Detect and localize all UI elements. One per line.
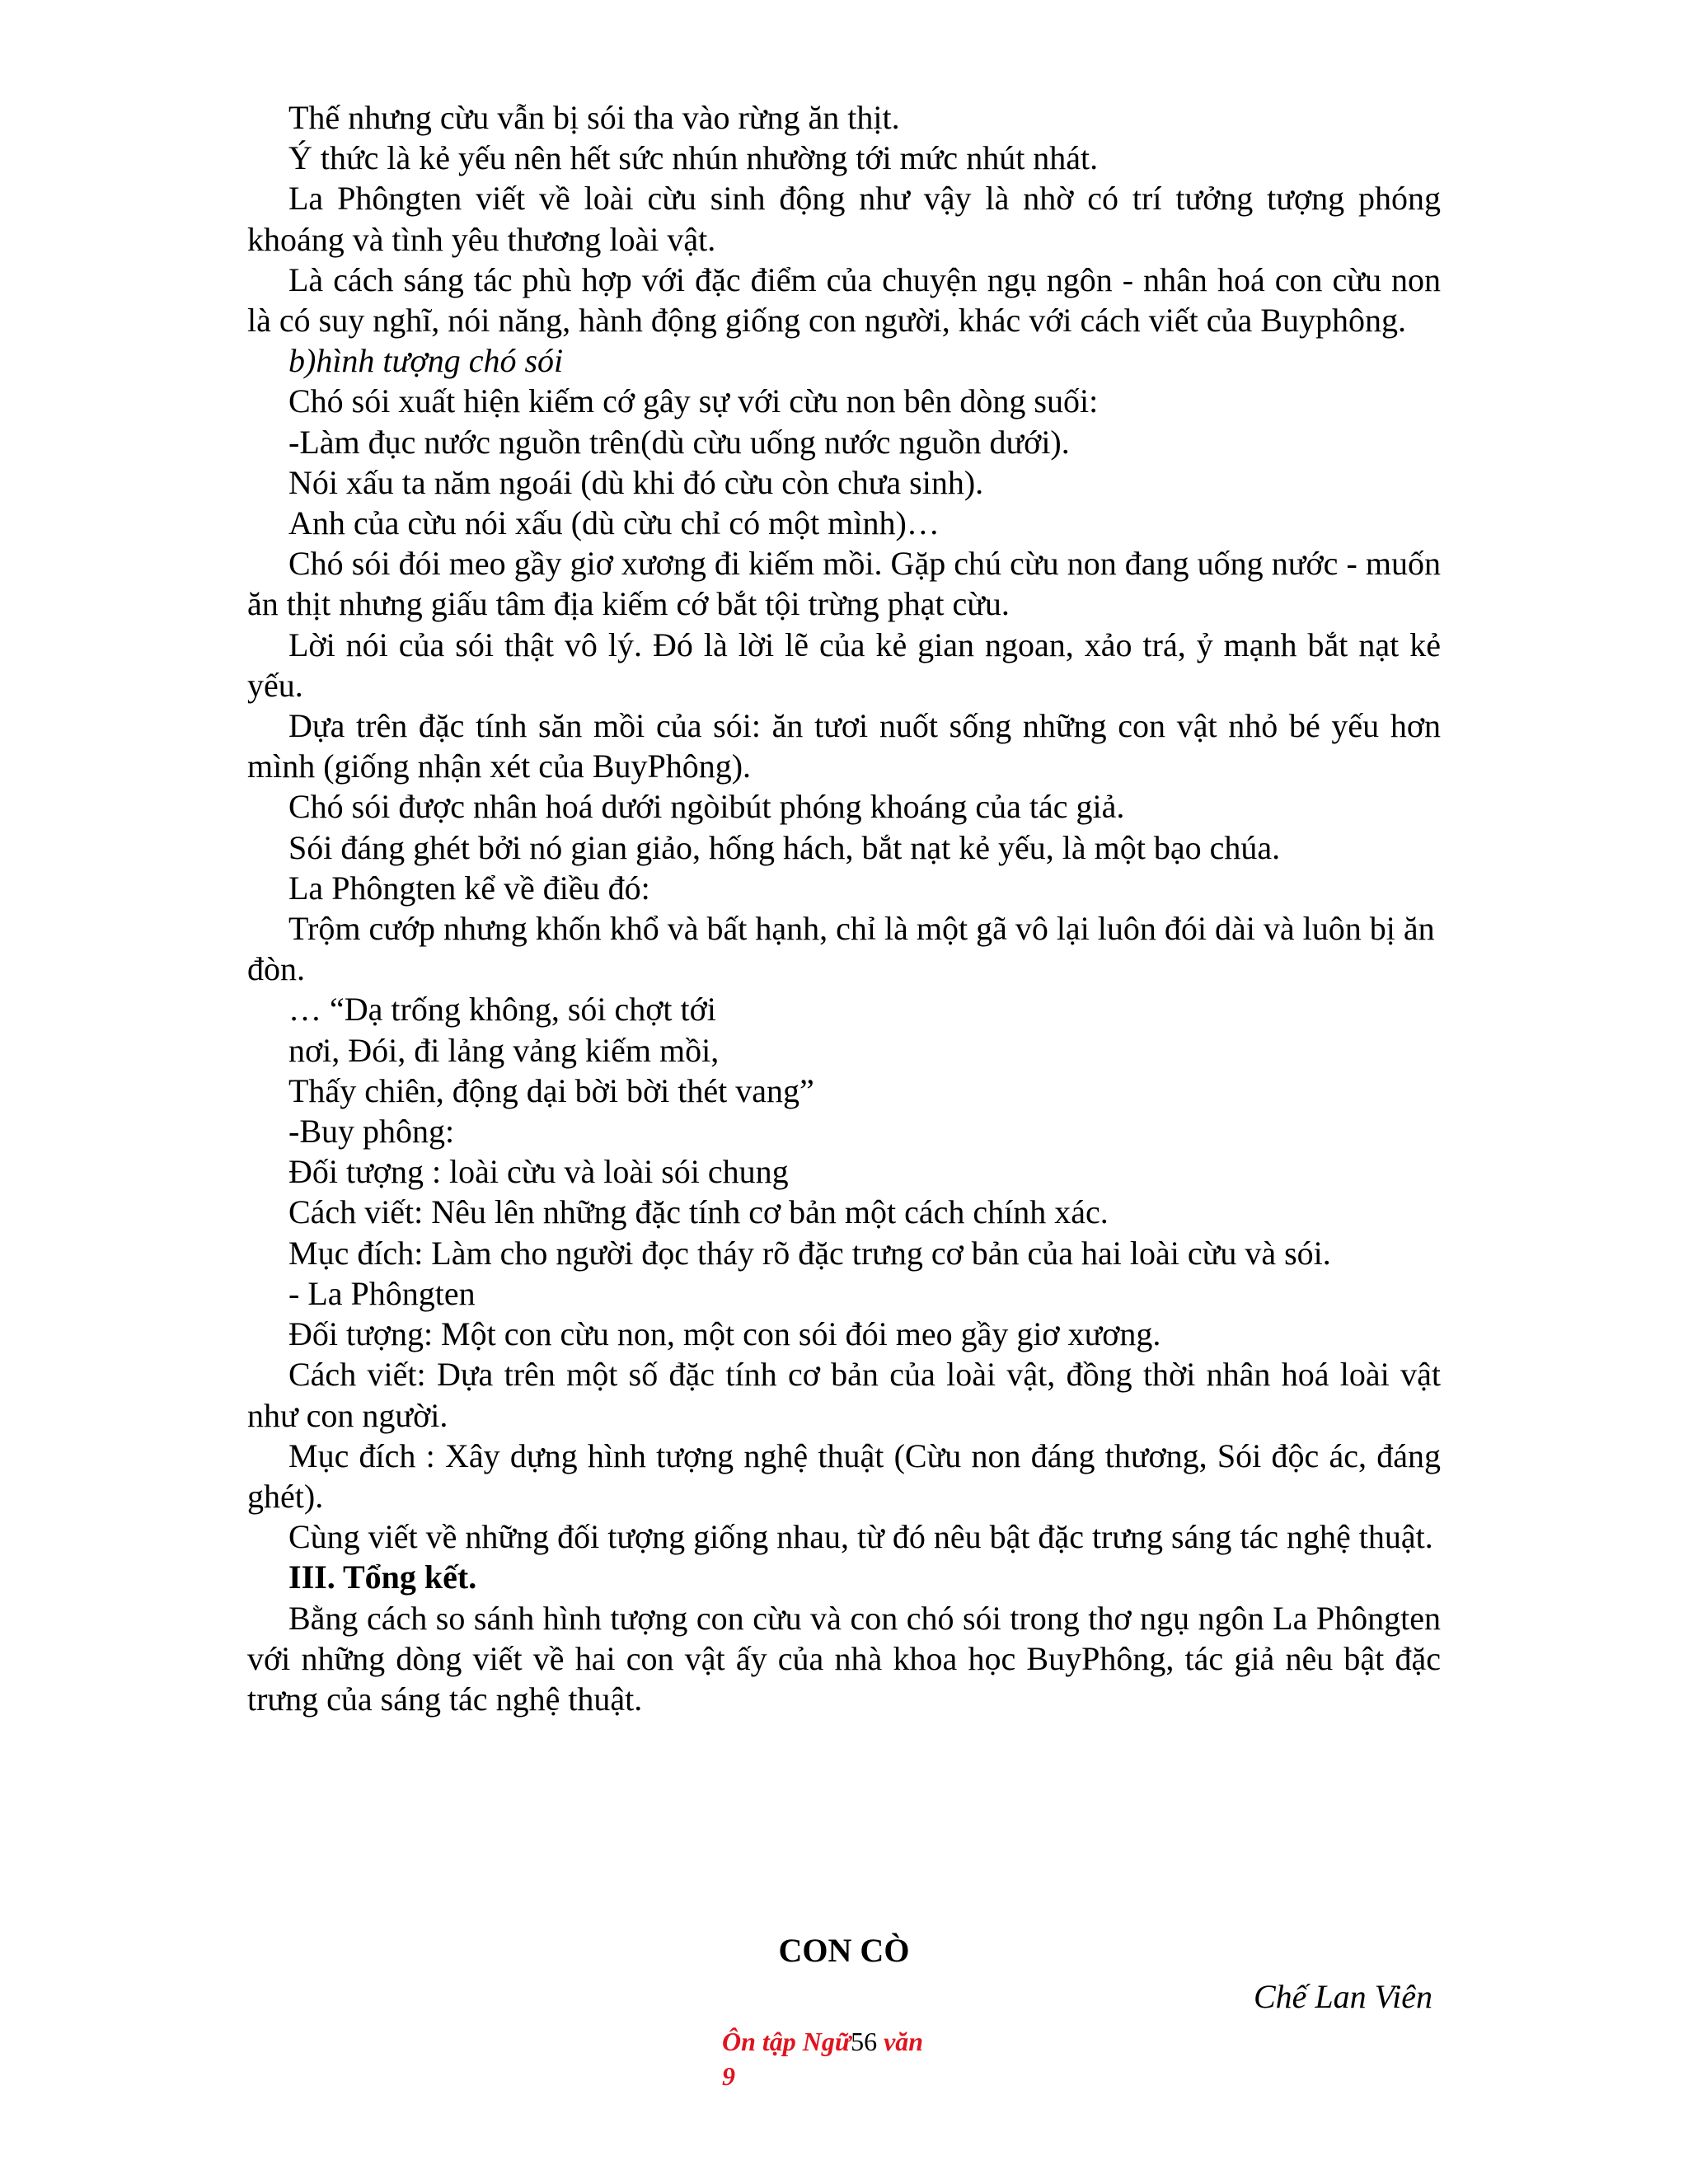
paragraph: Nói xấu ta năm ngoái (dù khi đó cừu còn chưa sinh). bbox=[288, 463, 984, 501]
paragraph: La Phôngten kể về điều đó: bbox=[288, 869, 650, 907]
paragraph: Bằng cách so sánh hình tượng con cừu và con chó sói trong thơ ngụ ngôn La Phôngten với những dòng viết về hai con vật ấy của nhà khoa học BuyPhông, tác giả nêu bật đặc trưng của sáng tác nghệ thuật. bbox=[247, 1599, 1441, 1718]
paragraph: Cách viết: Nêu lên những đặc tính cơ bản một cách chính xác. bbox=[288, 1193, 1109, 1231]
paragraph: Cách viết: Dựa trên một số đặc tính cơ bản của loài vật, đồng thời nhân hoá loài vật như con người. bbox=[247, 1356, 1441, 1434]
page-body bbox=[247, 97, 1441, 1719]
paragraph: Trộm cướp nhưng khốn khổ và bất hạnh, chỉ là một gã vô lại luôn đói dài và luôn bị ăn đòn. bbox=[247, 910, 1435, 988]
footer-label: văn bbox=[877, 2027, 924, 2056]
poem-line: Thấy chiên, động dại bời bời thét vang” bbox=[288, 1071, 814, 1109]
paragraph: Chó sói được nhân hoá dưới ngòibút phóng khoáng của tác giả. bbox=[288, 788, 1125, 826]
paragraph: Sói đáng ghét bởi nó gian giảo, hống hách, bắt nạt kẻ yếu, là một bạo chúa. bbox=[288, 828, 1281, 866]
paragraph: -Buy phông: bbox=[288, 1113, 455, 1151]
paragraph: Chó sói xuất hiện kiếm cớ gây sự với cừu non bên dòng suối: bbox=[288, 382, 1099, 420]
paragraph: Là cách sáng tác phù hợp với đặc điểm của chuyện ngụ ngôn - nhân hoá con cừu non là có suy nghĩ, nói năng, hành động giống con người, khác với cách viết của Buyphông. bbox=[247, 260, 1441, 340]
paragraph: Ý thức là kẻ yếu nên hết sức nhún nhường tới mức nhút nhát. bbox=[288, 139, 1099, 177]
paragraph: La Phôngten viết về loài cừu sinh động như vậy là nhờ có trí tưởng tượng phóng khoáng và tình yêu thương loài vật. bbox=[247, 180, 1441, 258]
paragraph: Mục đích: Làm cho người đọc tháy rõ đặc trưng cơ bản của hai loài cừu và sói. bbox=[288, 1234, 1331, 1272]
paragraph: Đối tượng: Một con cừu non, một con sói đói meo gầy giơ xương. bbox=[288, 1315, 1161, 1353]
paragraph: Anh của cừu nói xấu (dù cừu chỉ có một mình)… bbox=[288, 504, 940, 542]
poem-line: nơi, Đói, đi lảng vảng kiếm mồi, bbox=[288, 1031, 720, 1069]
section-heading: III. Tổng kết. bbox=[288, 1558, 477, 1596]
paragraph: Đối tượng : loài cừu và loài sói chung bbox=[288, 1153, 789, 1191]
paragraph: Chó sói đói meo gầy giơ xương đi kiếm mồi. Gặp chú cừu non đang uống nước - muốn ăn thịt nhưng giấu tâm địa kiếm cớ bắt tội trừng phạt cừu. bbox=[247, 545, 1441, 623]
paragraph: - La Phôngten bbox=[288, 1274, 476, 1312]
footer-label: 9 bbox=[722, 2061, 735, 2091]
next-section-title: CON CÒ bbox=[778, 1932, 910, 1969]
paragraph: Thế nhưng cừu vẫn bị sói tha vào rừng ăn thịt. bbox=[288, 99, 900, 136]
page-footer bbox=[722, 2024, 969, 2093]
paragraph: -Làm đục nước nguồn trên(dù cừu uống nước nguồn dưới). bbox=[288, 423, 1070, 461]
paragraph: Cùng viết về những đối tượng giống nhau, từ đó nêu bật đặc trưng sáng tác nghệ thuật. bbox=[288, 1518, 1433, 1556]
page-number: 56 bbox=[851, 2027, 878, 2056]
paragraph: Lời nói của sói thật vô lý. Đó là lời lẽ của kẻ gian ngoan, xảo trá, ỷ mạnh bắt nạt kẻ yếu. bbox=[247, 626, 1441, 704]
poem-line: … “Dạ trống không, sói chợt tới bbox=[288, 991, 716, 1029]
subsection-heading: b)hình tượng chó sói bbox=[288, 342, 564, 380]
paragraph: Mục đích : Xây dựng hình tượng nghệ thuật (Cừu non đáng thương, Sói độc ác, đáng ghét). bbox=[247, 1436, 1441, 1515]
paragraph: Dựa trên đặc tính săn mồi của sói: ăn tươi nuốt sống những con vật nhỏ bé yếu hơn mình (giống nhận xét của BuyPhông). bbox=[247, 707, 1441, 785]
footer-label: Ôn tập Ngữ bbox=[722, 2027, 851, 2056]
author-name: Chế Lan Viên bbox=[1253, 1978, 1432, 2015]
